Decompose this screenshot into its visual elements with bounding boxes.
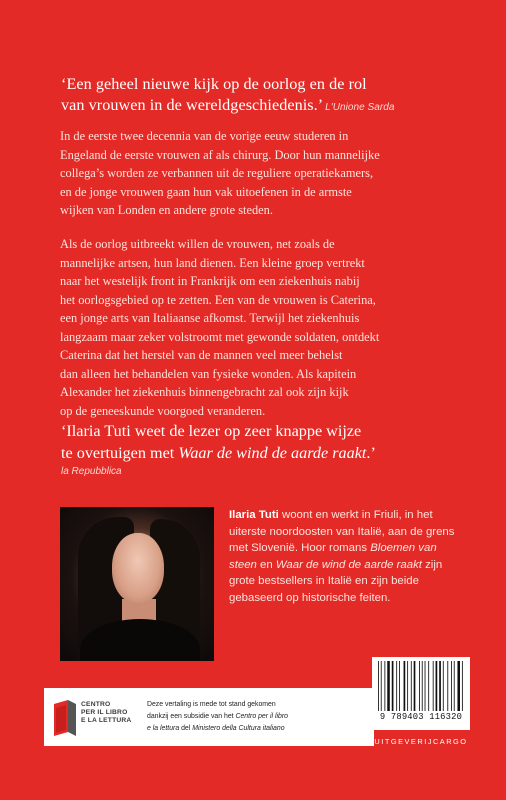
bio-text-3: zijn grote bestsellers in Italië en zijn beide gebaseerd op historische feiten. [229, 558, 443, 604]
isbn-number: 9 789403 116320 [379, 712, 463, 722]
quote-1-line-1: ‘Een geheel nieuwe kijk op de oorlog en de rol [61, 75, 367, 93]
review-quote-2 [61, 420, 481, 479]
quote-1-line-2 [61, 95, 481, 118]
blurb-line: Als de oorlog uitbreekt willen de vrouwen, net zoals de [60, 237, 335, 251]
barcode-bar [457, 661, 460, 711]
blurb-line: op de geneeskunde voorgoed veranderen. [60, 403, 266, 418]
barcode-bar [454, 661, 455, 711]
quote-1-line-2-text: van vrouwen in de wereldgeschiedenis.’ [61, 96, 324, 114]
blurb-line: Caterina dat het herstel van de mannen veel meer behelst [60, 348, 343, 362]
subsidy-text: dankzij een subsidie van het [147, 713, 236, 720]
blurb-line: In de eerste twee decennia van de vorige eeuw studeren in [60, 129, 349, 143]
subsidy-italic-3: Ministero della Cultura italiano [192, 725, 285, 732]
barcode-bar [428, 661, 429, 711]
sponsor-strip [44, 688, 374, 746]
bio-text-2: en [256, 558, 276, 571]
barcode-bar [384, 661, 385, 711]
subsidy-line-3 [147, 723, 369, 735]
blurb-line: Engeland de eerste vrouwen af als chirurg. Door hun mannelijke [60, 147, 380, 162]
blurb-line: een jonge arts van Italiaanse afkomst. Terwijl het ziekenhuis [60, 311, 360, 325]
quote-2-source: la Repubblica [61, 466, 122, 477]
quote-2-line-2-start: te overtuigen met [61, 444, 179, 462]
barcode-bar [387, 661, 390, 711]
barcode-bar [392, 661, 394, 711]
author-name: Ilaria Tuti [229, 509, 279, 521]
blurb-line: collega’s worden ze verbannen uit de reguliere operatiekamers, [60, 166, 374, 180]
blurb-line: het oorlogsgebied op te zetten. Een van de vrouwen is Caterina, [60, 292, 376, 307]
barcode-bars [377, 661, 465, 711]
barcode-bar [381, 661, 382, 711]
author-photo [60, 507, 214, 661]
isbn-barcode [372, 657, 470, 730]
barcode-bar [407, 661, 408, 711]
quote-2-line-2-end: .’ [366, 444, 376, 462]
subsidy-italic-1: Centro per il libro [235, 713, 288, 720]
barcode-bar [433, 661, 434, 711]
quote-2-line-1: ‘Ilaria Tuti weet de lezer op zeer knappe wijze [61, 422, 362, 440]
quote-2-book-title: Waar de wind de aarde raakt [178, 444, 367, 462]
bio-book-2: Waar de wind de aarde raakt [275, 558, 422, 571]
barcode-bar [378, 661, 379, 711]
blurb-line: naar het westelijk front in Frankrijk om een ziekenhuis nabij [60, 274, 360, 288]
logo-line: CENTRO [81, 701, 111, 708]
publisher-name: UITGEVERIJCARGO [374, 737, 468, 746]
bio-text-1: woont en werkt in Friuli, in het uiterste noordoosten van Italië, aan de grens met Slovenië. Hoor romans [229, 509, 455, 554]
blurb-line: langzaam maar zeker volstroomt met gewonde soldaten, ontdekt [60, 329, 380, 344]
barcode-bar [436, 661, 438, 711]
barcode-bar [447, 661, 448, 711]
blurb-paragraph-2 [60, 235, 460, 420]
author-bio [229, 507, 461, 606]
blurb-line: wijken van Londen en andere grote steden. [60, 203, 273, 217]
blurb-line: mannelijke artsen, hun land dienen. Een kleine groep vertrekt [60, 255, 365, 270]
barcode-bar [443, 661, 444, 711]
translation-subsidy-note [147, 699, 369, 735]
blurb-line: dan alleen het behandelen van fysieke wonden. Als kapitein [60, 366, 357, 381]
photo-face [112, 533, 164, 603]
blurb-line: en de jonge vrouwen gaan hun vak uitoefenen in de armste [60, 184, 352, 199]
subsidy-text-2: del [179, 725, 193, 732]
bio-book-1: Bloemen van steen [229, 542, 437, 571]
review-quote-1 [61, 74, 481, 118]
subsidy-line-2 [147, 711, 369, 723]
barcode-bar [439, 661, 441, 711]
barcode-bar [462, 661, 463, 711]
centro-libro-logo-icon [54, 700, 76, 736]
logo-line: E LA LETTURA [81, 717, 132, 725]
blurb-line: Alexander het ziekenhuis binnengebracht zal ook zijn kijk [60, 385, 349, 399]
barcode-bar [425, 661, 426, 711]
logo-line: PER IL LIBRO [81, 709, 128, 717]
quote-2-line-2 [61, 442, 481, 464]
barcode-bar [396, 661, 397, 711]
subsidy-line-1: Deze vertaling is mede tot stand gekomen [147, 701, 276, 708]
quote-1-source: L'Unione Sarda [325, 102, 395, 113]
blurb-paragraph-1 [60, 127, 460, 220]
barcode-bar [404, 661, 406, 711]
subsidy-italic-2: e la lettura [147, 725, 180, 732]
barcode-bar [422, 661, 423, 711]
barcode-bar [419, 661, 420, 711]
centro-libro-logo-text [81, 701, 133, 726]
barcode-bar [411, 661, 412, 711]
barcode-bar [414, 661, 416, 711]
barcode-bar [399, 661, 400, 711]
barcode-bar [451, 661, 452, 711]
